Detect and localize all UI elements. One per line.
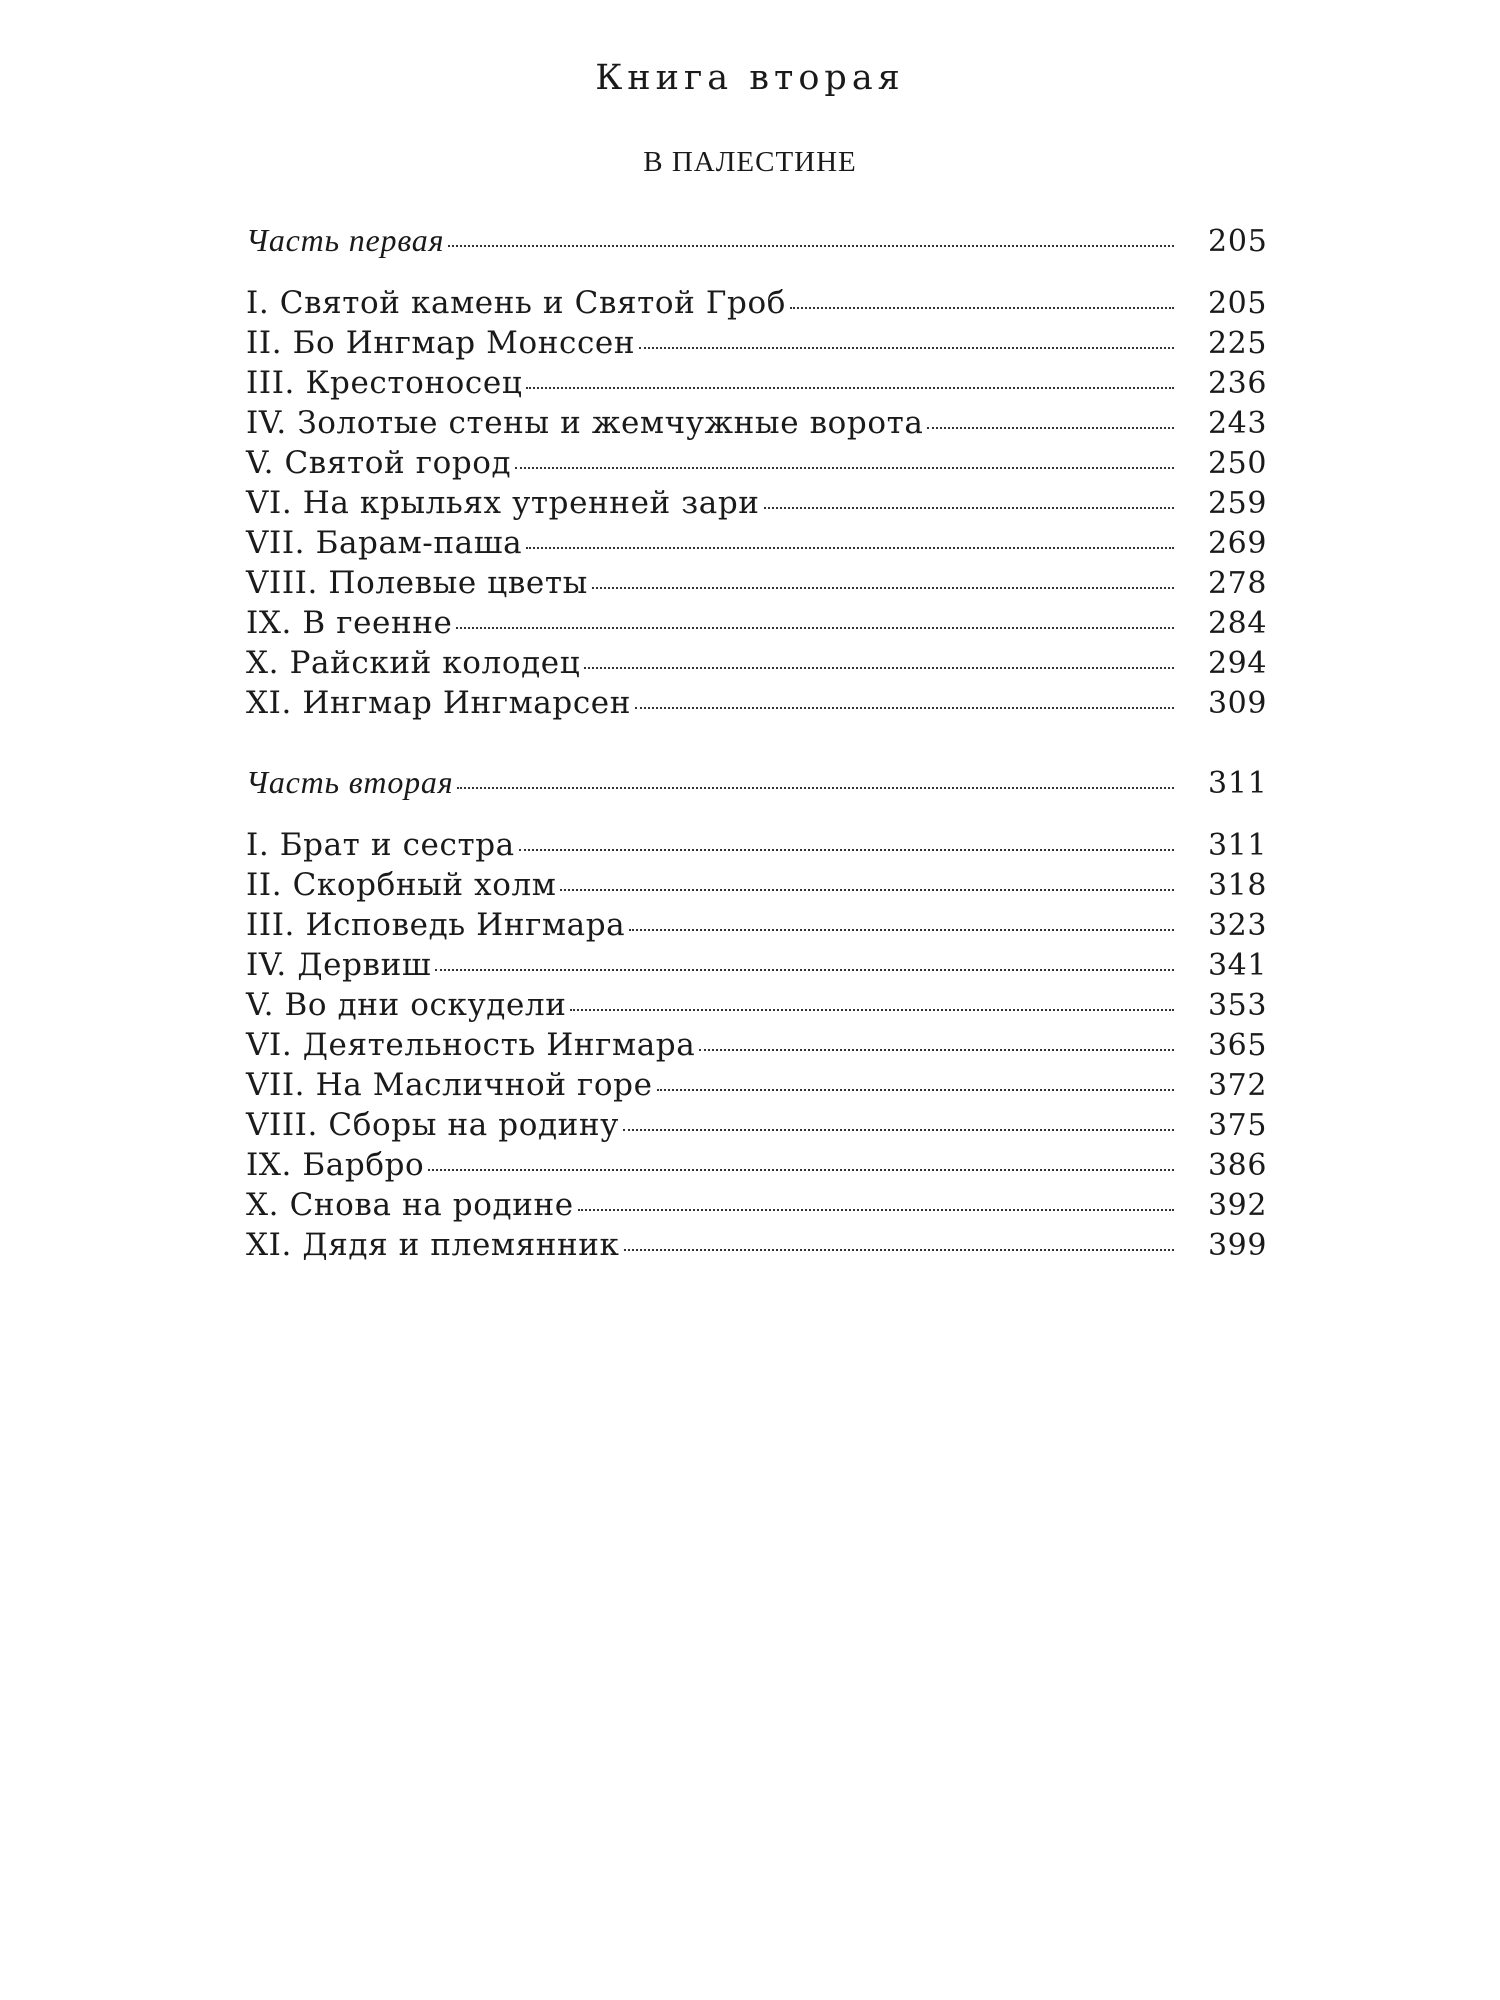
dot-leader [584, 667, 1174, 669]
page-number: 205 [1208, 224, 1268, 259]
page-number: 269 [1208, 526, 1268, 561]
toc-entry[interactable] [246, 867, 1268, 907]
chapter-title: VII. Барам-паша [246, 525, 523, 561]
page-number: 318 [1208, 868, 1268, 903]
dot-leader [519, 849, 1174, 851]
page-number: 399 [1208, 1228, 1268, 1263]
toc-entry[interactable] [246, 1187, 1268, 1227]
dot-leader [629, 929, 1174, 931]
chapter-title: VI. На крыльях утренней зари [246, 485, 760, 521]
page-number: 250 [1208, 446, 1268, 481]
chapter-title: VIII. Полевые цветы [246, 565, 588, 601]
chapter-title: XI. Дядя и племянник [246, 1227, 620, 1263]
dot-leader [560, 889, 1174, 891]
page-number: 392 [1208, 1188, 1268, 1223]
page-number: 225 [1208, 326, 1268, 361]
toc-entry[interactable] [246, 827, 1268, 867]
dot-leader [657, 1089, 1174, 1091]
page-number: 205 [1208, 286, 1268, 321]
toc-entry[interactable] [246, 685, 1268, 725]
chapter-title: IV. Дервиш [246, 947, 432, 983]
chapter-title: V. Во дни оскудели [246, 987, 567, 1023]
dot-leader [592, 587, 1174, 589]
toc-entry[interactable] [246, 285, 1268, 325]
dot-leader [526, 387, 1174, 389]
dot-leader [790, 307, 1174, 309]
dot-leader [623, 1129, 1174, 1131]
toc-entry[interactable] [246, 525, 1268, 565]
dot-leader [526, 547, 1174, 549]
page-number: 372 [1208, 1068, 1268, 1103]
page-number: 353 [1208, 988, 1268, 1023]
page-number: 311 [1208, 766, 1268, 801]
toc-entry[interactable] [246, 605, 1268, 645]
toc-entry[interactable] [246, 645, 1268, 685]
page-number: 386 [1208, 1148, 1268, 1183]
toc-section-part-2[interactable] [246, 764, 1268, 804]
toc-entry[interactable] [246, 907, 1268, 947]
page-number: 309 [1208, 686, 1268, 721]
book-title: Книга вторая [595, 58, 905, 98]
page-number: 243 [1208, 406, 1268, 441]
chapter-title: III. Исповедь Ингмара [246, 907, 626, 943]
toc-entry[interactable] [246, 947, 1268, 987]
chapter-title: VIII. Сборы на родину [246, 1107, 620, 1143]
page-number: 323 [1208, 908, 1268, 943]
page-number: 341 [1208, 948, 1268, 983]
section-title: Часть первая [246, 222, 445, 258]
toc-entry[interactable] [246, 485, 1268, 525]
dot-leader [456, 627, 1174, 629]
chapter-title: VII. На Масличной горе [246, 1067, 653, 1103]
chapter-title: IX. В геенне [246, 605, 453, 641]
chapter-title: III. Крестоносец [246, 365, 523, 401]
chapter-title: II. Бо Ингмар Монссен [246, 325, 636, 361]
dot-leader [699, 1049, 1174, 1051]
toc-entry[interactable] [246, 445, 1268, 485]
dot-leader [927, 427, 1174, 429]
toc-entry[interactable] [246, 365, 1268, 405]
chapter-title: X. Снова на родине [246, 1187, 574, 1223]
chapter-title: X. Райский колодец [246, 645, 581, 681]
page-number: 365 [1208, 1028, 1268, 1063]
page-number: 284 [1208, 606, 1268, 641]
toc-entry[interactable] [246, 1147, 1268, 1187]
dot-leader [457, 787, 1174, 789]
page-number: 236 [1208, 366, 1268, 401]
page-number: 311 [1208, 828, 1268, 863]
chapter-title: I. Брат и сестра [246, 827, 515, 863]
chapter-title: IV. Золотые стены и жемчужные ворота [246, 405, 924, 441]
toc-entry[interactable] [246, 1107, 1268, 1147]
toc-entry[interactable] [246, 1027, 1268, 1067]
page-number: 278 [1208, 566, 1268, 601]
toc-entry[interactable] [246, 1227, 1268, 1267]
dot-leader [578, 1209, 1174, 1211]
chapter-title: VI. Деятельность Ингмара [246, 1027, 696, 1063]
toc-entry[interactable] [246, 405, 1268, 445]
dot-leader [515, 467, 1174, 469]
toc-entry[interactable] [246, 1067, 1268, 1107]
page-number: 375 [1208, 1108, 1268, 1143]
chapter-title: I. Святой камень и Святой Гроб [246, 285, 786, 321]
chapter-title: IX. Барбро [246, 1147, 425, 1183]
dot-leader [635, 707, 1174, 709]
chapter-title: V. Святой город [246, 445, 512, 481]
dot-leader [764, 507, 1174, 509]
chapter-title: XI. Ингмар Ингмарсен [246, 685, 631, 721]
page-number: 294 [1208, 646, 1268, 681]
dot-leader [570, 1009, 1174, 1011]
toc-entry[interactable] [246, 987, 1268, 1027]
dot-leader [624, 1249, 1174, 1251]
toc-entry[interactable] [246, 325, 1268, 365]
dot-leader [428, 1169, 1174, 1171]
dot-leader [435, 969, 1174, 971]
toc-entry[interactable] [246, 565, 1268, 605]
chapter-title: II. Скорбный холм [246, 867, 557, 903]
section-title: Часть вторая [246, 764, 454, 800]
page-number: 259 [1208, 486, 1268, 521]
dot-leader [448, 245, 1174, 247]
part-heading: В ПАЛЕСТИНЕ [643, 146, 857, 178]
dot-leader [639, 347, 1174, 349]
toc-section-part-1[interactable] [246, 222, 1268, 262]
